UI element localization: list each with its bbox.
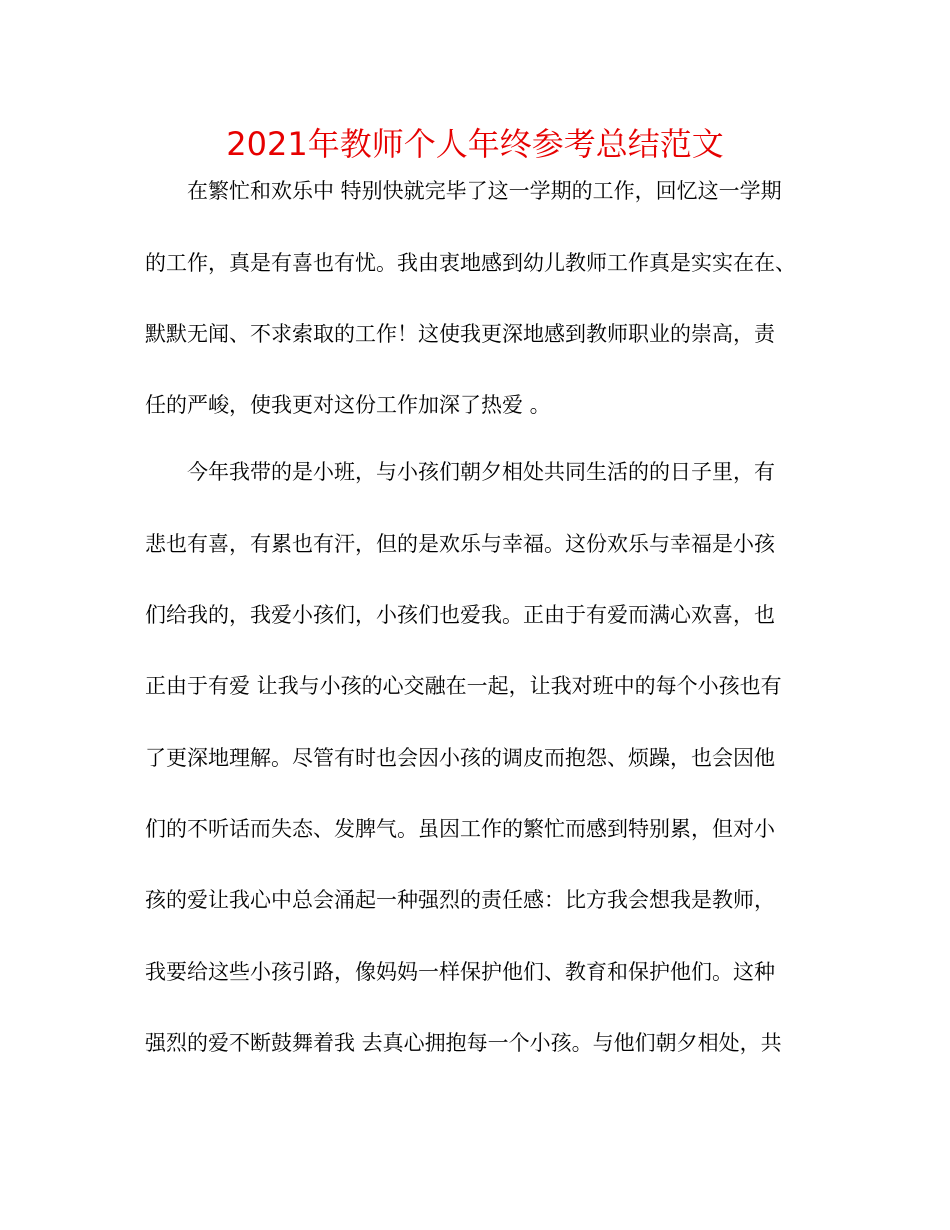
document-title: 2021年教师个人年终参考总结范文 [226,125,724,163]
paragraph-2-line-4: 正由于有爱 让我与小孩的心交融在一起，让我对班中的每个小孩也有 [145,674,782,698]
paragraph-2-line-1: 今年我带的是小班，与小孩们朝夕相处共同生活的的日子里，有 [187,460,775,484]
paragraph-1-line-4: 任的严峻，使我更对这份工作加深了热爱 。 [145,393,551,417]
paragraph-2-line-6: 们的不听话而失态、发脾气。虽因工作的繁忙而感到特别累，但对小 [145,817,775,841]
paragraph-1-line-3: 默默无闻、不求索取的工作！这使我更深地感到教师职业的崇高，责 [145,322,775,346]
document-body [145,176,815,1086]
paragraph-2-line-9: 强烈的爱不断鼓舞着我 去真心拥抱每一个小孩。与他们朝夕相处，共 [145,1031,782,1055]
paragraph-2-line-3: 们给我的，我爱小孩们，小孩们也爱我。正由于有爱而满心欢喜，也 [145,603,775,627]
paragraph-2-line-8: 我要给这些小孩引路，像妈妈一样保护他们、教育和保护他们。这种 [145,960,775,984]
paragraph-1-line-2: 的工作，真是有喜也有忧。我由衷地感到幼儿教师工作真是实实在在、 [145,251,796,275]
paragraph-2-line-7: 孩的爱让我心中总会涌起一种强烈的责任感：比方我会想我是教师， [145,888,775,912]
paragraph-2-line-2: 悲也有喜，有累也有汗，但的是欢乐与幸福。这份欢乐与幸福是小孩 [145,532,775,556]
paragraph-2-line-5: 了更深地理解。尽管有时也会因小孩的调皮而抱怨、烦躁，也会因他 [145,746,775,770]
paragraph-1-line-1: 在繁忙和欢乐中 特别快就完毕了这一学期的工作，回忆这一学期 [187,179,782,203]
